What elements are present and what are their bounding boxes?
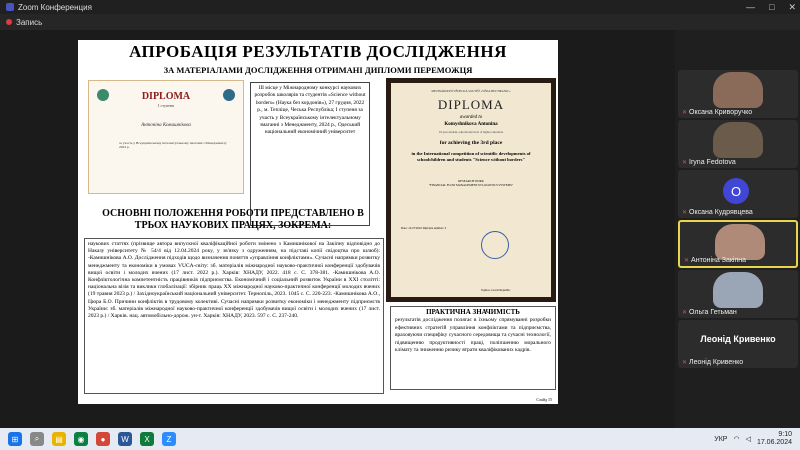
diploma1-heading: DIPLOMA bbox=[141, 91, 191, 102]
diploma1-degree: І ступеня bbox=[158, 103, 174, 108]
title-bar bbox=[0, 0, 800, 14]
participant-name: Ольга Гетьман bbox=[689, 309, 737, 316]
close-button[interactable]: ✕ bbox=[788, 2, 796, 12]
presentation-slide bbox=[78, 40, 558, 404]
participant-tile[interactable] bbox=[678, 70, 798, 118]
file-explorer-icon[interactable]: ▤ bbox=[52, 432, 66, 446]
app-icon[interactable]: ● bbox=[96, 432, 110, 446]
chrome-icon[interactable]: ◉ bbox=[74, 432, 88, 446]
participant-display-name: Леонід Кривенко bbox=[700, 334, 776, 344]
diploma2-competition: in the International competition of scientific developments of schoolchildren and students "Science without borders" bbox=[411, 151, 531, 162]
diploma2-signature: Date: 12/27/2022 Diploma number: 3 bbox=[401, 226, 447, 230]
papers-list: наукових статтях (прізвище автора випускної кваліфікаційної роботи змінено з Камишнікової на Закіпну відповідно до Наказу університету № 54/4 від 12.04.2024 року, у зв'язку з одруженням, на підставі копії свідоцтва про шлюб): -Камишнікова А.О. Дослідження підходів щодо визначення поняття «управління конфліктами». Сучасні напрямки розвитку менеджменту та економіки в умовах VUCA-світу: зб. матеріалів міжнародної науково-практичної конференції здобувачів вищої освіти і молодих вчених (17 лист. 2022 р.). Харків: ХНАДУ, 2022. 418 с. С. 378-381. -Камишнікова А.О. Конфліктологічна компетентність працівників підприємства. Економічний і соціальний розвиток України в ХХІ столітті: національна візія та виклики глобалізації: збірник праць ХХ міжнародної науково-практичної конференції молодих вчених (19 травня 2023 р.) / Західноукраїнський національний університет. Тернопіль, 2023. 1045 с. С. 220-223. -Камишнікова А.О., Цюра Б.О. Причини конфліктів в трудовому колективі. Сучасні напрямки розвитку економіки і менеджменту підприємств України: зб. матеріалів міжнародної науково-практичної конференції здобувачів вищої освіти і молодих вчених (17 лист. 2023 р.) / Харків. нац. автомобільно-дорож. ун-т. Харків: ХНАДУ, 2023. 597 с. С. 237-240. bbox=[84, 238, 384, 394]
mic-muted-icon: ✕ bbox=[684, 258, 690, 264]
section-title: ОСНОВНІ ПОЛОЖЕННЯ РОБОТИ ПРЕДСТАВЛЕНО В ТРЬОХ НАУКОВИХ ПРАЦЯХ, ЗОКРЕМА: bbox=[102, 208, 364, 231]
diploma2-title: DIPLOMA bbox=[437, 97, 505, 112]
mic-muted-icon: ✕ bbox=[682, 360, 688, 366]
zoom-logo-icon bbox=[6, 3, 14, 11]
maximize-button[interactable]: □ bbox=[769, 2, 775, 12]
stamp-icon bbox=[481, 231, 509, 259]
diploma1-text: за участь у Всеукраїнському інтелектуальному змаганні з Менеджменту 2024 р. bbox=[119, 141, 227, 149]
diploma-ukraine bbox=[88, 80, 244, 194]
diploma-international bbox=[386, 78, 556, 302]
practical-heading: ПРАКТИЧНА ЗНАЧИМІСТЬ bbox=[426, 308, 520, 316]
diploma2-rw-label: RESEARCH WORK bbox=[458, 179, 484, 183]
system-tray bbox=[714, 428, 792, 450]
participant-name: Iryna Fedotova bbox=[689, 159, 736, 166]
diploma2-place: for achieving the 3rd place bbox=[439, 140, 503, 146]
diploma2-name: Komyshnikova Antonina bbox=[444, 122, 498, 127]
recording-label[interactable]: Запись bbox=[16, 17, 43, 27]
window-title: Zoom Конференция bbox=[18, 2, 92, 12]
participant-tile-active[interactable] bbox=[678, 220, 798, 268]
diploma2-desc: 2d year student, educational level of higher education bbox=[438, 130, 504, 134]
recording-bar bbox=[0, 14, 800, 30]
participants-panel bbox=[676, 30, 800, 428]
word-icon[interactable]: W bbox=[118, 432, 132, 446]
participant-name: Оксана Криворучко bbox=[689, 109, 753, 116]
clock[interactable] bbox=[757, 431, 792, 447]
mic-muted-icon: ✕ bbox=[682, 310, 688, 316]
diploma2-awarded: awarded to bbox=[459, 115, 483, 120]
clock-time: 9:10 bbox=[778, 431, 792, 438]
slide-subtitle: ЗА МАТЕРІАЛАМИ ДОСЛІДЖЕННЯ ОТРИМАНІ ДИПЛОМИ ПЕРЕМОЖЦЯ bbox=[163, 65, 473, 75]
practical-box bbox=[390, 306, 556, 390]
zoom-taskbar-icon[interactable]: Z bbox=[162, 432, 176, 446]
slide-number: Слайд 15 bbox=[536, 397, 552, 402]
recording-dot-icon bbox=[6, 19, 12, 25]
mic-muted-icon: ✕ bbox=[682, 210, 688, 216]
excel-icon[interactable]: X bbox=[140, 432, 154, 446]
slide-title: АПРОБАЦІЯ РЕЗУЛЬТАТІВ ДОСЛІДЖЕННЯ bbox=[129, 42, 507, 61]
mic-muted-icon: ✕ bbox=[682, 160, 688, 166]
participant-name: Леонід Кривенко bbox=[689, 359, 744, 366]
practical-text: результатів дослідження полягає в їхньому спрямуванні розробки ефективних стратегій управління конфліктами та підприємства, враховуючи специфіку сучасного середовища та сучасні технології, підвищенню продуктивності праці, поліпшенню морального клімату та зниженню ризику втрати кваліфікованих кадрів. bbox=[395, 317, 551, 354]
mic-muted-icon: ✕ bbox=[682, 110, 688, 116]
participant-tile[interactable] bbox=[678, 320, 798, 368]
participant-name: Оксана Кудрявцева bbox=[689, 209, 753, 216]
minimize-button[interactable]: — bbox=[746, 2, 756, 12]
participant-video bbox=[715, 224, 765, 260]
diploma2-top: MEZINÁRODNÍ VĚDECKÁ SOUTĚŽ «VĚDA BEZ HRANIC» bbox=[431, 89, 511, 93]
diploma2-city: Teplice, Czech Republic bbox=[481, 288, 511, 292]
diploma2-rw-title: "FINANCIAL FLOW MANAGEMENT IN LOGISTICS SYSTEMS" bbox=[428, 183, 514, 187]
participant-tile[interactable] bbox=[678, 270, 798, 318]
clock-date: 17.06.2024 bbox=[756, 439, 792, 446]
participant-name: Антоніна Закіпна bbox=[691, 257, 746, 264]
participant-video bbox=[713, 122, 763, 158]
participant-tile[interactable] bbox=[678, 170, 798, 218]
taskbar bbox=[0, 428, 800, 450]
shared-screen bbox=[0, 30, 675, 428]
search-icon[interactable]: ⌕ bbox=[30, 432, 44, 446]
wifi-icon[interactable]: ◠ bbox=[733, 436, 740, 443]
participant-tile[interactable] bbox=[678, 120, 798, 168]
award-description: ІІІ місце у Міжнародному конкурсі наукових розробок школярів та студентів «Science without borders» (Наука без кордонів»), 27 грудня, 2022 р., м. Тепліце, Чеська Республіка; І ступеня за участь у Всеукраїнському інтелектуальному змаганні з Менеджменту, 2024 р., Одеський національний економічний університет bbox=[250, 82, 370, 226]
participant-video bbox=[713, 72, 763, 108]
participant-video bbox=[713, 272, 763, 308]
volume-icon[interactable]: ◁ bbox=[745, 436, 751, 443]
language-indicator[interactable]: УКР bbox=[714, 435, 728, 443]
start-icon[interactable]: ⊞ bbox=[8, 432, 22, 446]
diploma1-name: Антоніна Комишнікова bbox=[141, 123, 191, 128]
avatar: O bbox=[723, 178, 749, 204]
